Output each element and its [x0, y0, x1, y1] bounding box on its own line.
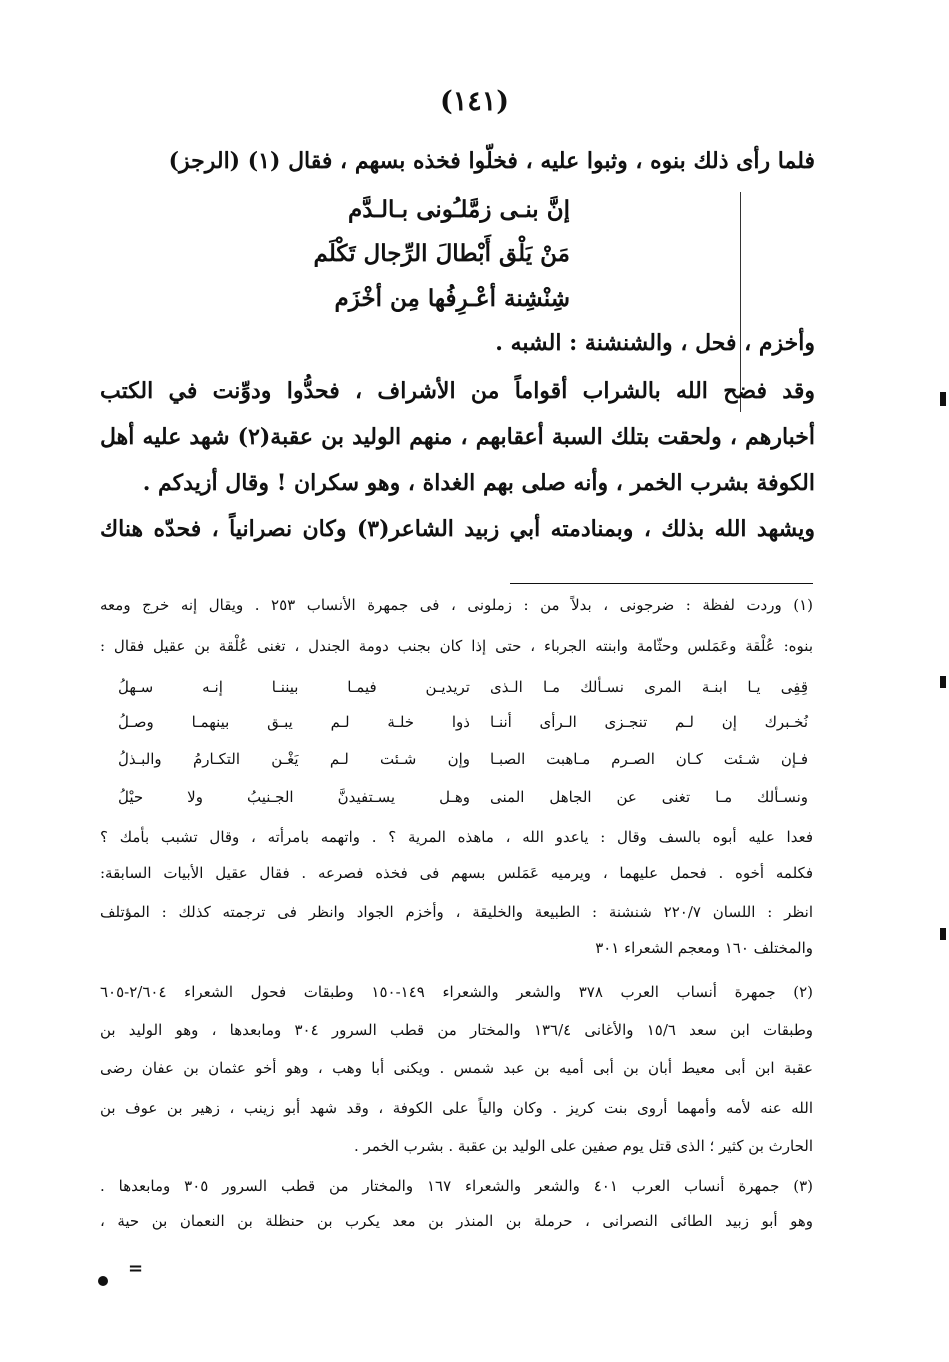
footnote-separator [510, 583, 813, 584]
intro-line: فلما رأى ذلك بنوه ، وثبوا عليه ، فخلّوا فخذه بسهم ، فقال (١) (الرجز) [168, 148, 815, 174]
edge-mark [940, 676, 946, 688]
footnote-line: وطبقات ابن سعد ١٥/٦ والأغانى ١٣٦/٤ والمختار من قطب السرور ٣٠٤ ومابعدها ، وهو الوليد بن [100, 1021, 814, 1039]
bottom-mark: = [128, 1258, 144, 1279]
main-line: ويشهد الله بذلك ، وبمنادمته أبي زبيد الشاعر(٣) وكان نصرانياً ، فحدّه هناك [100, 516, 815, 542]
footnote-verse-left: ذوا خلـة لـم يبـق بينهمـا وصـلُ [118, 713, 470, 731]
footnote-verse-right: ونسـألك مـا تغنى عن الجاهل المنى [490, 788, 808, 806]
page-number: (١٤١) [439, 86, 510, 117]
footnote-line: الله عنه لأمه وأمهما أروى بنت كريز . وكان والياً على الكوفة ، وقد شهد أبو زينب ، زهير بن عوف بن [100, 1099, 813, 1117]
footnote-line: والمختلف ١٦٠ ومعجم الشعراء ٣٠١ [595, 939, 813, 957]
main-line: أخبارهم ، ولحقت بتلك السبة أعقابهم ، منهم الوليد بن عقبة(٢) شهد عليه أهل [100, 424, 815, 450]
footnote-verse-right: نُخـبرك إن لـم تنجـزى الـرأى أننـا [490, 713, 808, 731]
edge-mark [940, 392, 946, 406]
verse-line: شِنْشِنة أعْـرِفُها مِن أخْزَم [334, 285, 570, 312]
main-line: وقد فضح الله بالشراب أقواماً من الأشراف ، فحدُّوا ودوِّنت في الكتب [100, 378, 815, 404]
verse-line: إنَّ بنـى زمَّلـُونى بـالـدَّم [348, 196, 570, 223]
footnote-line: فعدا عليه أبوه بالسف وقال : ياعدو الله ، ماهذه المرية ؟ . واتهمه بامرأته ، وقال تشبب بأمك ؟ [100, 828, 813, 846]
edge-mark [940, 928, 946, 940]
page-dot-mark [98, 1276, 108, 1286]
footnote-line: وهو أبو زبيد الطائى النصرانى ، حرملة بن المنذر بن معد يكرب بن حنظلة بن النعمان بن حية ، [100, 1212, 813, 1230]
main-line: وأخزم ، فحل ، والشنشنة : الشبه . [495, 330, 815, 356]
footnote-line: بنوه: عُلْقة وعَمَلس وحثّامة وابنته الجرباء ، حتى إذا كان بجنب دومة الجندل ، تغنى عُلْقة بن عقيل فقال : [100, 637, 813, 655]
footnote-line: (٢) جمهرة أنساب العرب ٣٧٨ والشعر والشعراء ١٤٩-١٥٠ وطبقات فحول الشعراء ٢/٦٠٤-٦٠٥ [100, 983, 813, 1001]
footnote-line: عقبة ابن أبى معيط أبان بن أبى أميه بن عبد شمس . ويكنى أبا وهب ، وهو أخو عثمان بن عفان رضى [100, 1059, 813, 1077]
footnote-verse-right: فـإن شـئت كـان الصـرم مـاهبت الصبـا [490, 750, 808, 768]
footnote-line: انظر : اللسان ٢٢٠/٧ شنشنة : الطبيعة والخليقة ، وأخزم الجواد وانظر فى ترجمته كذلك : المؤتلف [100, 903, 813, 921]
main-line: الكوفة بشرب الخمر ، وأنه صلى بهم الغداة ، وهو سكران ! وقال أزيدكم . [142, 470, 815, 496]
footnote-line: (١) وردت لفظة : ضرجونى ، بدلاً من : زملونى ، فى جمهرة الأنساب ٢٥٣ . ويقال إنه خرج ومعه [100, 596, 813, 614]
footnote-verse-right: قِفِى يـا ابنـة المرى نسـألك مـا الـذى [490, 678, 808, 696]
verse-line: مَنْ يَلْق أَبْطالَ الرِّجال تَكْلَم [313, 240, 570, 267]
footnote-line: فكلمه أخوه . فحمل عليهما ، ويرميه عَمَلس بسهم فى فخذه فصرعه . فقال عقيل الأبيات السابقة: [100, 864, 813, 882]
footnote-verse-left: تريديـن فيمـا بيننـا إنـه سـهلُ [118, 678, 470, 696]
footnote-line: (٣) جمهرة أنساب العرب ٤٠١ والشعر والشعراء ١٦٧ والمختار من قطب السرور ٣٠٥ ومابعدها . [100, 1177, 813, 1195]
footnote-line: الحارث بن كثير ؛ الذى قتل يوم صفين على الوليد بن عقبة . بشرب الخمر . [353, 1137, 813, 1155]
footnote-verse-left: وإن شـئت لـم يَغْـن التكـارمُ والبـذلُ [118, 750, 470, 768]
footnote-verse-left: وهـل يسـتفيدنَّ الجـنيبُ ولا حيْلُ [118, 788, 470, 806]
